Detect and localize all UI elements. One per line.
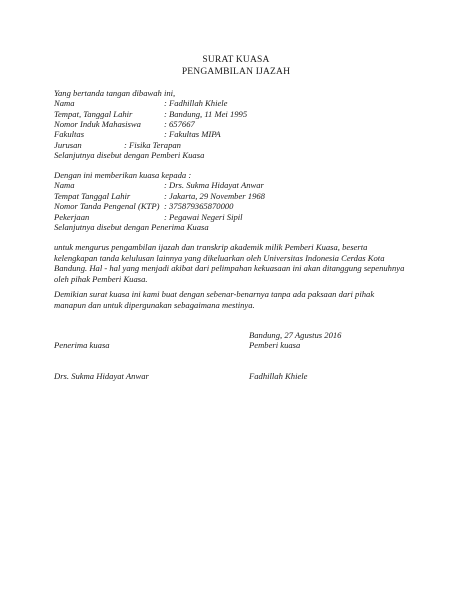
place-date: Bandung, 27 Agustus 2016 — [249, 330, 342, 340]
grantor-nim-value: : 657667 — [164, 119, 195, 129]
grantor-nim-label: Nomor Induk Mahasiswa — [54, 119, 141, 129]
giver-role: Pemberi kuasa — [249, 340, 301, 350]
grantor-birth-label: Tempat, Tanggal Lahir — [54, 109, 133, 119]
closing-line: Demikian surat kuasa ini kami buat dengan sebenar-benarnya tanpa ada paksaan dari pihak — [54, 289, 375, 299]
grantee-name-label: Nama — [54, 180, 75, 190]
recipient-signature-name: Drs. Sukma Hidayat Anwar — [54, 371, 149, 381]
grant-intro-text: Dengan ini memberikan kuasa kepada : — [54, 170, 192, 180]
grantor-alias: Selanjutnya disebut dengan Pemberi Kuasa — [54, 150, 205, 160]
recipient-role: Penerima kuasa — [54, 340, 110, 350]
grantee-name-value: : Drs. Sukma Hidayat Anwar — [164, 180, 264, 190]
grantee-job-value: : Pegawai Negeri Sipil — [164, 212, 243, 222]
grantee-job-label: Pekerjaan — [54, 212, 90, 222]
purpose-line: oleh pihak Pemberi Kuasa. — [54, 273, 148, 284]
intro-text: Yang bertanda tangan dibawah ini, — [54, 88, 176, 98]
grantor-major-value: : Fisika Terapan — [124, 140, 181, 150]
closing-paragraph — [54, 289, 434, 310]
letter-subtitle: PENGAMBILAN IJAZAH — [181, 67, 291, 77]
grantor-birth-value: : Bandung, 11 Mei 1995 — [164, 109, 248, 119]
giver-signature-name: Fadhillah Khiele — [249, 371, 308, 381]
grantee-id-label: Nomor Tanda Pengenal (KTP) — [54, 201, 160, 211]
closing-line: manapun dan untuk dipergunakan sebagaimana mestinya. — [54, 299, 255, 310]
grantor-name-value: : Fadhillah Khiele — [164, 98, 228, 108]
purpose-line: Bandung. Hal - hal yang menjadi akibat dari pelimpahan kekuasaan ini akan ditanggung sepenuhnya — [54, 263, 405, 273]
grantor-major-label: Jurusan — [54, 140, 82, 150]
letter-title: SURAT KUASA — [202, 55, 270, 65]
grantee-birth-value: : Jakarta, 29 November 1968 — [164, 191, 265, 201]
grantor-faculty-value: : Fakultas MIPA — [164, 129, 221, 139]
grantor-faculty-label: Fakultas — [54, 129, 85, 139]
purpose-paragraph — [54, 242, 434, 284]
purpose-line: kelengkapan tanda kelulusan lainnya yang dikeluarkan oleh Universitas Indonesia Cerdas Kota — [54, 252, 385, 263]
grantor-name-label: Nama — [54, 98, 75, 108]
grantee-birth-label: Tempat Tanggal Lahir — [54, 191, 131, 201]
grantee-id-value: : 375879365870000 — [164, 201, 234, 211]
purpose-line: untuk mengurus pengambilan ijazah dan transkrip akademik milik Pemberi Kuasa, beserta — [54, 242, 368, 252]
grantee-alias: Selanjutnya disebut dengan Penerima Kuasa — [54, 222, 209, 232]
